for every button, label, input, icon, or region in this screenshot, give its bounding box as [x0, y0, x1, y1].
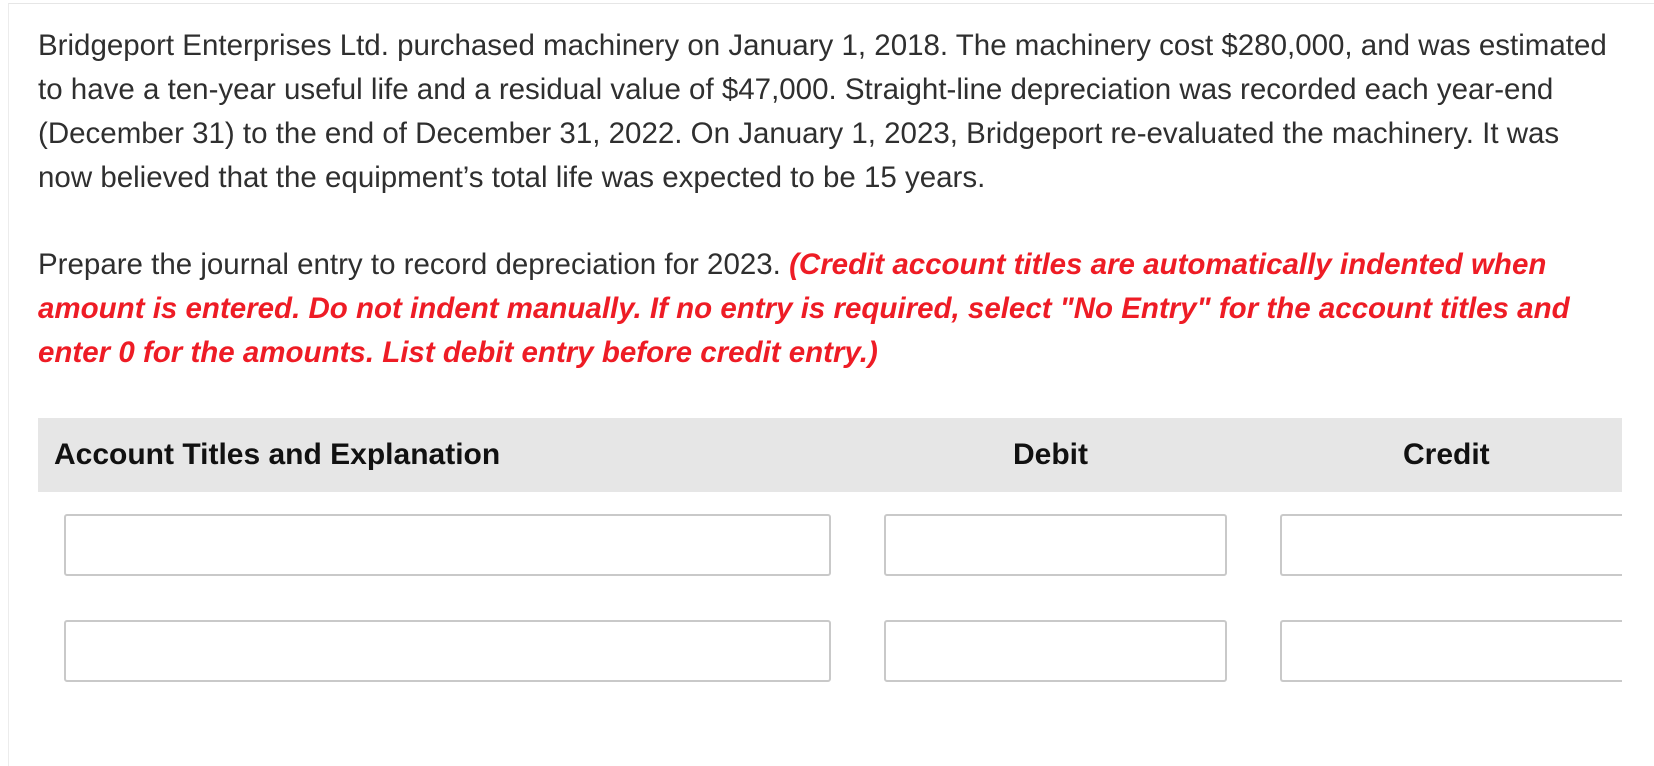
instruction-note: (Credit account titles are automatically indented when amount is entered. Do not indent manually. If no entry is required, select "No Entry" for the account titles and enter 0 for the amounts. List debit entry before credit entry.)	[38, 248, 1570, 369]
instruction-prompt: Prepare the journal entry to record depreciation for 2023.	[38, 248, 781, 281]
problem-statement	[38, 24, 1618, 200]
debit-input-2[interactable]	[884, 620, 1227, 682]
journal-entry-table	[38, 418, 1622, 704]
account-title-input-1[interactable]	[64, 514, 831, 576]
account-title-input-2[interactable]	[64, 620, 831, 682]
table-header	[38, 418, 1622, 492]
debit-input-1[interactable]	[884, 514, 1227, 576]
credit-input-1[interactable]	[1280, 514, 1622, 576]
header-debit: Debit	[1013, 438, 1088, 471]
header-credit: Credit	[1403, 438, 1490, 471]
problem-text: Bridgeport Enterprises Ltd. purchased machinery on January 1, 2018. The machinery cost $280,000, and was estimated to have a ten-year useful life and a residual value of $47,000. Straight-line depreciation was recorded each year-end (December 31) to the end of December 31, 2022. On January 1, 2023, Bridgeport re-evaluated the machinery. It was now believed that the equipment’s total life was expected to be 15 years.	[38, 29, 1607, 194]
table-row	[38, 492, 1622, 598]
credit-input-2[interactable]	[1280, 620, 1622, 682]
instructions	[38, 243, 1628, 375]
header-account-titles: Account Titles and Explanation	[54, 438, 501, 471]
table-row	[38, 598, 1622, 704]
